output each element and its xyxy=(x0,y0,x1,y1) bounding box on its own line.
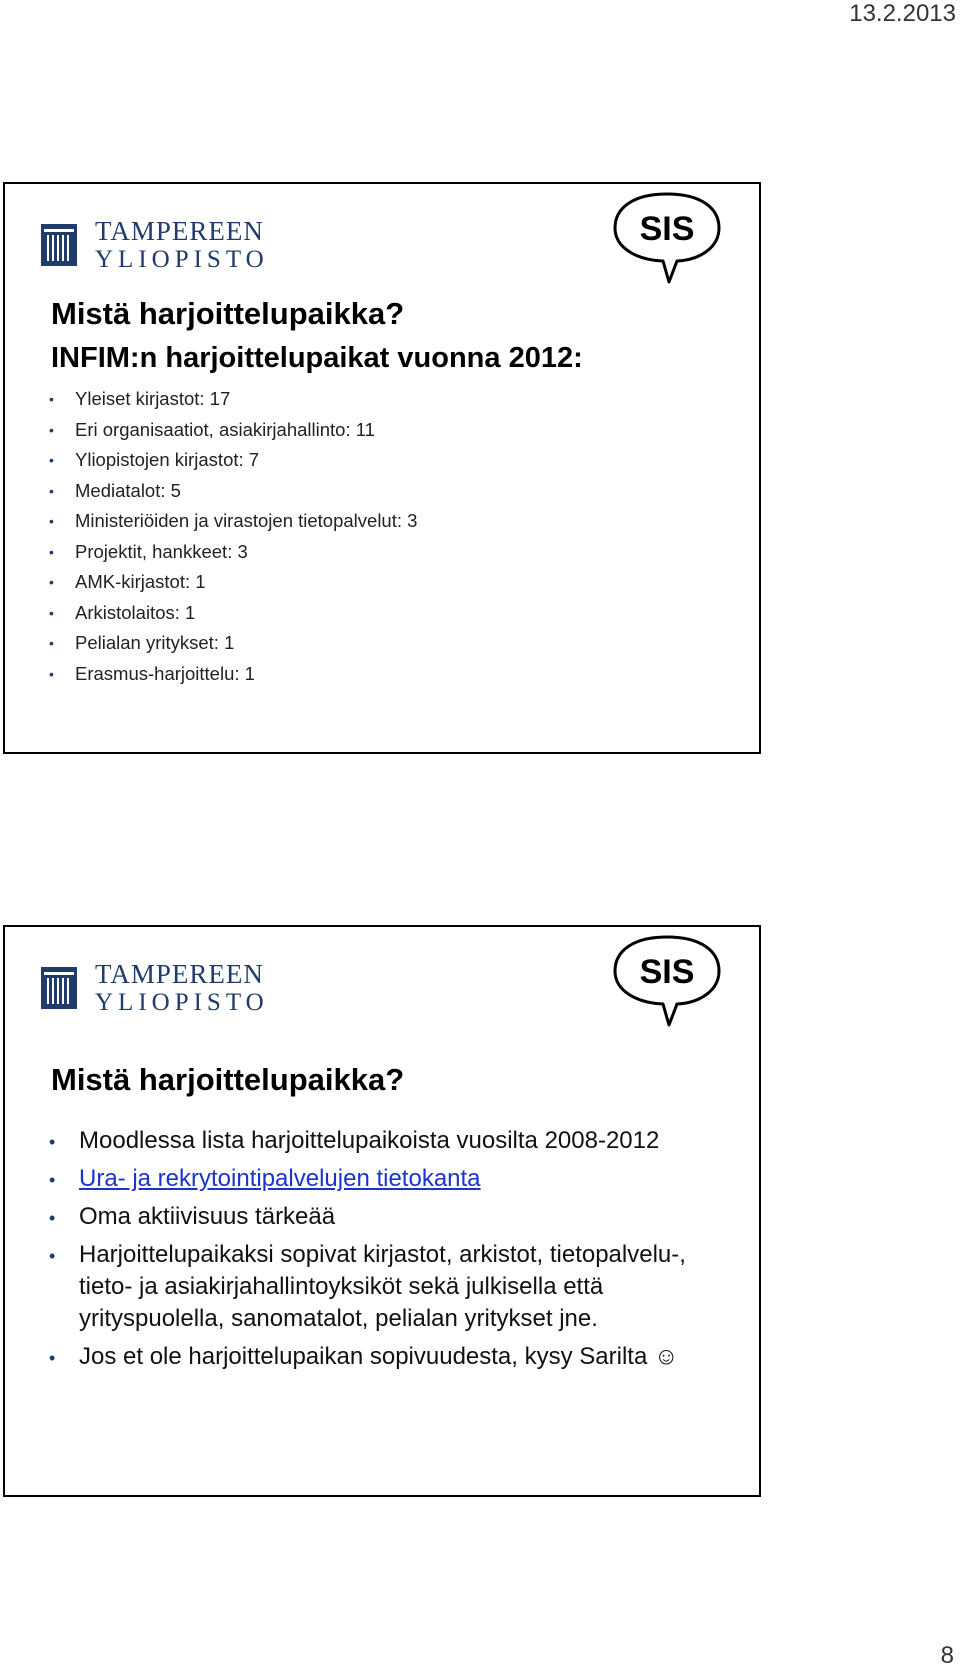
list-item-text: Oma aktiivisuus tärkeää xyxy=(79,1203,336,1230)
page-date: 13.2.2013 xyxy=(849,0,956,27)
list-item xyxy=(49,628,749,659)
list-item-text: Projektit, hankkeet: 3 xyxy=(75,540,248,562)
list-item xyxy=(49,1163,729,1195)
list-item-text: Ministeriöiden ja virastojen tietopalvelut: 3 xyxy=(75,510,418,531)
bullet-icon: • xyxy=(49,391,54,407)
sis-speech-bubble-logo xyxy=(611,933,723,1029)
list-item xyxy=(49,659,749,690)
recruitment-database-link[interactable]: Ura- ja rekrytointipalvelujen tietokanta xyxy=(79,1165,481,1192)
list-item-text: Erasmus-harjoittelu: 1 xyxy=(75,662,255,684)
sis-text: SIS xyxy=(639,953,695,991)
list-item-text: Yleiset kirjastot: 17 xyxy=(75,388,231,409)
list-item xyxy=(49,537,749,568)
slide-2-title: Mistä harjoittelupaikka? xyxy=(51,1062,405,1097)
bullet-icon: • xyxy=(49,1348,56,1368)
bullet-icon: • xyxy=(49,574,54,590)
slide-1-subtitle: INFIM:n harjoittelupaikat vuonna 2012: xyxy=(51,342,583,374)
sis-text: SIS xyxy=(639,210,695,248)
list-item-text: Eri organisaatiot, asiakirjahallinto: 11 xyxy=(75,418,375,440)
bullet-icon: • xyxy=(49,1170,56,1190)
list-item-text: Harjoittelupaikaksi sopivat kirjastot, arkistot, tietopalvelu-, tieto- ja asiakirjahallintoyksiköt sekä julkisella että yrityspuolella, sanomatalot, pelialan yritykset jne. xyxy=(79,1241,686,1332)
list-item xyxy=(49,476,749,507)
logo-line-1: TAMPEREEN xyxy=(95,216,264,246)
bullet-icon: • xyxy=(49,1246,56,1266)
bullet-icon: • xyxy=(49,1132,56,1152)
list-item xyxy=(49,445,749,476)
list-item xyxy=(49,1125,729,1157)
list-item-text: Moodlessa lista harjoittelupaikoista vuosilta 2008-2012 xyxy=(79,1127,660,1154)
bullet-icon: • xyxy=(49,482,54,499)
slide-2 xyxy=(3,925,761,1497)
list-item-text: Mediatalot: 5 xyxy=(75,479,181,501)
bullet-icon: • xyxy=(49,513,54,529)
bullet-icon: • xyxy=(49,665,54,682)
page-number: 8 xyxy=(940,1642,954,1669)
bullet-icon: • xyxy=(49,604,54,621)
slide-1 xyxy=(3,182,761,754)
logo-line-2: YLIOPISTO xyxy=(95,989,269,1016)
bullet-icon: • xyxy=(49,543,54,560)
university-emblem-icon xyxy=(41,224,77,266)
list-item-text: Yliopistojen kirjastot: 7 xyxy=(75,449,260,470)
list-item-text: Pelialan yritykset: 1 xyxy=(75,632,235,653)
sis-speech-bubble-logo xyxy=(611,190,723,286)
list-item xyxy=(49,1239,729,1335)
slide-1-title: Mistä harjoittelupaikka? xyxy=(51,296,405,331)
bullet-icon: • xyxy=(49,452,54,468)
advice-list xyxy=(49,1125,729,1379)
list-item xyxy=(49,567,749,598)
university-emblem-icon xyxy=(41,967,77,1009)
bullet-icon: • xyxy=(49,421,54,438)
list-item xyxy=(49,1201,729,1233)
list-item-text: Jos et ole harjoittelupaikan sopivuudesta, kysy Sarilta ☺ xyxy=(79,1343,679,1370)
logo-line-2: YLIOPISTO xyxy=(95,246,269,273)
internship-places-list xyxy=(49,384,749,689)
list-item xyxy=(49,1341,729,1373)
list-item xyxy=(49,415,749,446)
university-logo xyxy=(41,218,269,272)
university-logo xyxy=(41,961,269,1015)
logo-line-1: TAMPEREEN xyxy=(95,959,264,989)
list-item-text: Arkistolaitos: 1 xyxy=(75,601,196,623)
list-item-text: AMK-kirjastot: 1 xyxy=(75,571,206,592)
bullet-icon: • xyxy=(49,635,54,651)
list-item xyxy=(49,598,749,629)
list-item xyxy=(49,506,749,537)
bullet-icon: • xyxy=(49,1208,56,1228)
list-item xyxy=(49,384,749,415)
